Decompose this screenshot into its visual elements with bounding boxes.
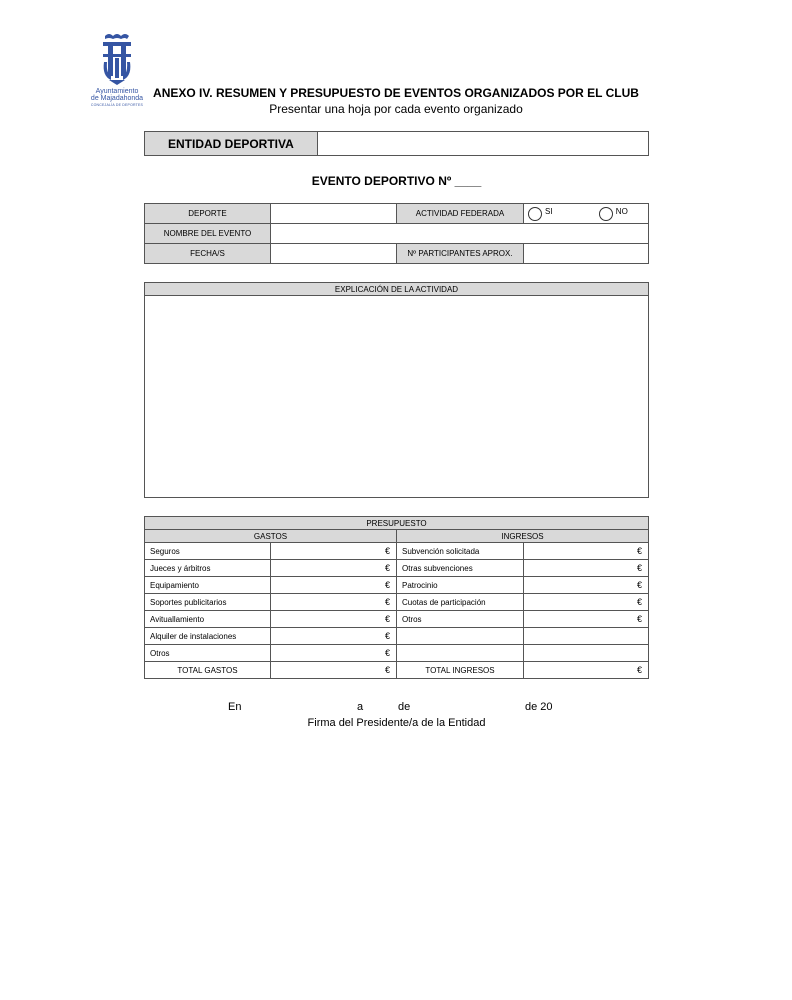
gasto-label: Avituallamiento — [145, 611, 271, 628]
gasto-label: Soportes publicitarios — [145, 594, 271, 611]
no-label: NO — [615, 206, 628, 216]
total-row — [145, 662, 649, 679]
ingreso-label: Otros — [397, 611, 524, 628]
footer-de-20: de 20 — [525, 701, 553, 713]
gasto-amount-field[interactable]: € — [271, 560, 397, 577]
deporte-field[interactable] — [271, 204, 397, 224]
logo-line-2: de Majadahonda — [90, 95, 144, 102]
table-row — [145, 577, 649, 594]
total-gastos-field[interactable]: € — [271, 662, 397, 679]
empty-cell — [524, 628, 649, 645]
gasto-amount-field[interactable]: € — [271, 628, 397, 645]
deporte-label: DEPORTE — [145, 204, 271, 224]
actividad-federada-label: ACTIVIDAD FEDERADA — [397, 204, 524, 224]
ingreso-label: Cuotas de participación — [397, 594, 524, 611]
si-radio[interactable] — [528, 207, 542, 221]
gasto-amount-field[interactable]: € — [271, 577, 397, 594]
ingreso-amount-field[interactable]: € — [524, 560, 649, 577]
page-subtitle: Presentar una hoja por cada evento organizado — [269, 102, 523, 116]
entidad-label: ENTIDAD DEPORTIVA — [145, 132, 318, 156]
nombre-evento-field[interactable] — [271, 224, 649, 244]
gasto-label: Otros — [145, 645, 271, 662]
table-row — [145, 611, 649, 628]
explicacion-label: EXPLICACIÓN DE LA ACTIVIDAD — [145, 283, 649, 296]
ingresos-header: INGRESOS — [397, 530, 649, 543]
explicacion-field[interactable] — [145, 296, 649, 498]
gasto-amount-field[interactable]: € — [271, 594, 397, 611]
presupuesto-table — [144, 516, 649, 679]
entidad-table — [144, 131, 649, 156]
empty-cell — [397, 628, 524, 645]
ingreso-label: Patrocinio — [397, 577, 524, 594]
logo-emblem-icon — [86, 32, 148, 87]
participantes-label: Nº PARTICIPANTES APROX. — [397, 244, 524, 264]
gasto-label: Alquiler de instalaciones — [145, 628, 271, 645]
gasto-label: Seguros — [145, 543, 271, 560]
footer-a: a — [357, 701, 364, 713]
footer-de: de — [398, 701, 411, 713]
footer-en: En — [228, 701, 242, 713]
ingreso-amount-field[interactable]: € — [524, 577, 649, 594]
gasto-amount-field[interactable]: € — [271, 543, 397, 560]
fechas-label: FECHA/S — [145, 244, 271, 264]
table-row — [145, 543, 649, 560]
gasto-amount-field[interactable]: € — [271, 611, 397, 628]
fechas-field[interactable] — [271, 244, 397, 264]
ingreso-label: Otras subvenciones — [397, 560, 524, 577]
ingreso-amount-field[interactable]: € — [524, 611, 649, 628]
table-row — [145, 645, 649, 662]
empty-cell — [397, 645, 524, 662]
page-title: ANEXO IV. RESUMEN Y PRESUPUESTO DE EVENTOS ORGANIZADOS POR EL CLUB — [153, 86, 639, 100]
ingreso-label: Subvención solicitada — [397, 543, 524, 560]
majadahonda-logo — [86, 32, 148, 112]
empty-cell — [524, 645, 649, 662]
total-gastos-label: TOTAL GASTOS — [145, 662, 271, 679]
ingreso-amount-field[interactable]: € — [524, 543, 649, 560]
table-row — [145, 594, 649, 611]
federada-options — [524, 204, 649, 224]
si-label: SI — [545, 206, 553, 216]
firma-presidente: Firma del Presidente/a de la Entidad — [307, 717, 486, 729]
total-ingresos-field[interactable]: € — [524, 662, 649, 679]
table-row — [145, 628, 649, 645]
evento-title: EVENTO DEPORTIVO Nº ____ — [311, 174, 482, 188]
nombre-evento-label: NOMBRE DEL EVENTO — [145, 224, 271, 244]
event-info-table — [144, 203, 649, 264]
entidad-field[interactable] — [318, 132, 649, 156]
participantes-field[interactable] — [524, 244, 649, 264]
ingreso-amount-field[interactable]: € — [524, 594, 649, 611]
presupuesto-title: PRESUPUESTO — [145, 517, 649, 530]
explicacion-table — [144, 282, 649, 498]
logo-line-1: Ayuntamiento — [95, 88, 139, 95]
total-ingresos-label: TOTAL INGRESOS — [397, 662, 524, 679]
table-row — [145, 560, 649, 577]
no-radio[interactable] — [599, 207, 613, 221]
gastos-header: GASTOS — [145, 530, 397, 543]
gasto-amount-field[interactable]: € — [271, 645, 397, 662]
gasto-label: Equipamiento — [145, 577, 271, 594]
gasto-label: Jueces y árbitros — [145, 560, 271, 577]
logo-line-3: CONCEJALÍA DE DEPORTES — [90, 103, 144, 107]
